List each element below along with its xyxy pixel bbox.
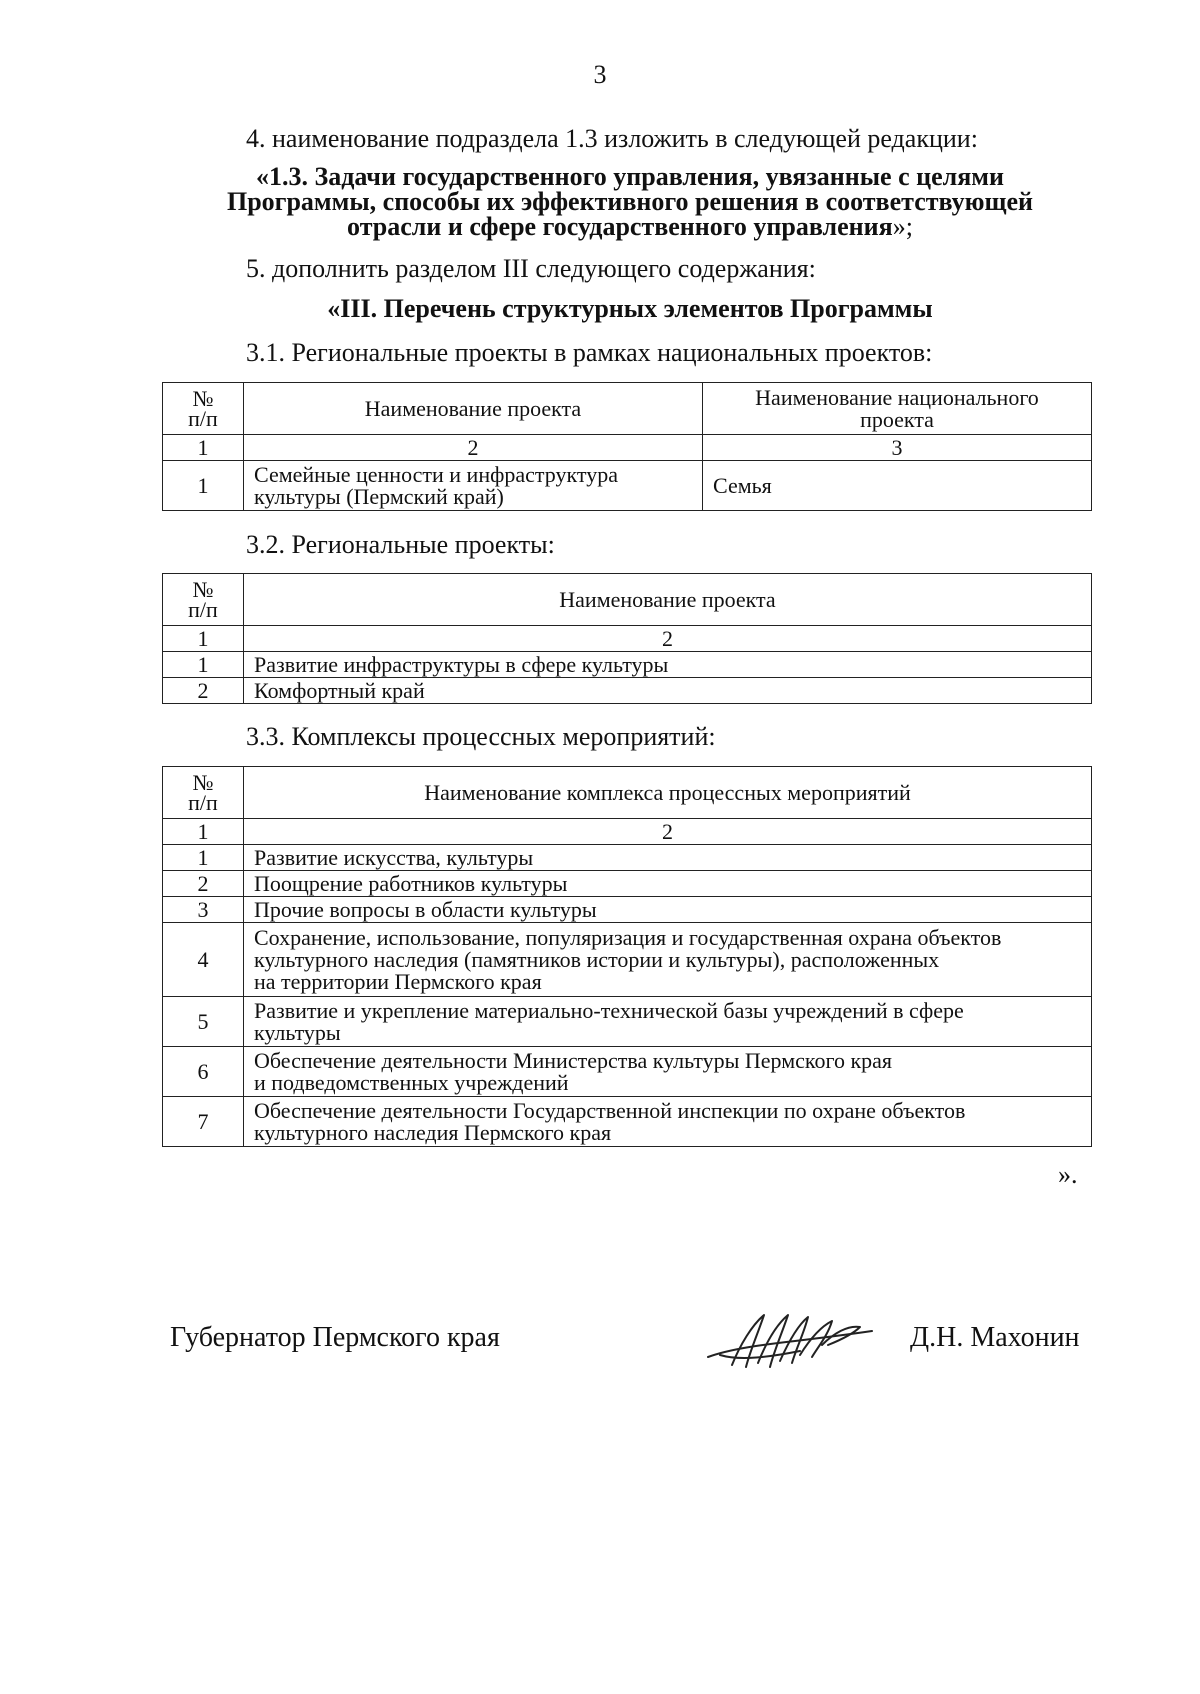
header-num xyxy=(163,383,244,435)
row-name-line: культурного наследия (памятников истории и культуры), расположенных xyxy=(254,946,940,972)
sub32-title: 3.2. Региональные проекты: xyxy=(246,530,555,559)
heading-line-2: Программы, способы их эффективного решения в соответствующей xyxy=(226,187,1034,216)
row-name-line: Развитие искусства, культуры xyxy=(254,844,534,870)
header-num xyxy=(163,574,244,626)
row-name-line: культурного наследия Пермского края xyxy=(254,1119,612,1145)
table-row xyxy=(163,1097,1092,1147)
header-national-line2: проекта xyxy=(860,406,934,432)
index-cell: 1 xyxy=(163,819,244,845)
row-name-line: культуры xyxy=(254,1019,341,1045)
header-num xyxy=(163,767,244,819)
row-name xyxy=(244,997,1092,1047)
heading-line-3 xyxy=(160,214,1100,239)
row-name-line: и подведомственных учреждений xyxy=(254,1069,569,1095)
header-name: Наименование комплекса процессных мероприятий xyxy=(244,767,1092,819)
row-num: 2 xyxy=(163,871,244,897)
row-name-line: Поощрение работников культуры xyxy=(254,870,568,896)
row-num: 6 xyxy=(163,1047,244,1097)
heading-line-3-tail: »; xyxy=(892,212,913,241)
index-cell: 3 xyxy=(703,435,1092,461)
table-regional-national-projects xyxy=(162,382,1092,511)
header-num-line2: п/п xyxy=(188,596,218,622)
table-row xyxy=(163,1047,1092,1097)
table-regional-projects xyxy=(162,573,1092,704)
index-cell: 1 xyxy=(163,435,244,461)
table-row xyxy=(163,678,1092,704)
header-num-line1: № xyxy=(192,769,214,795)
closing-quote: ». xyxy=(1058,1160,1078,1189)
table-row xyxy=(163,897,1092,923)
table-row xyxy=(163,652,1092,678)
row-name xyxy=(244,871,1092,897)
row-name-line: Обеспечение деятельности Государственной инспекции по охране объектов xyxy=(254,1097,966,1123)
header-national xyxy=(703,383,1092,435)
item5-text: 5. дополнить разделом III следующего содержания: xyxy=(246,254,816,283)
row-num: 1 xyxy=(163,845,244,871)
table-header-row xyxy=(163,383,1092,435)
heading-line-1: «1.3. Задачи государственного управления, увязанные с целями xyxy=(255,162,1005,191)
row-name-line: на территории Пермского края xyxy=(254,968,542,994)
row-name-line: Обеспечение деятельности Министерства культуры Пермского края xyxy=(254,1047,893,1073)
row-name xyxy=(244,923,1092,997)
row-name xyxy=(244,1047,1092,1097)
subsection-heading xyxy=(160,164,1100,239)
row-num: 1 xyxy=(163,652,244,678)
table-row xyxy=(163,923,1092,997)
row-num: 5 xyxy=(163,997,244,1047)
header-national-line1: Наименование национального xyxy=(755,384,1039,410)
row-name xyxy=(244,845,1092,871)
header-num-line1: № xyxy=(192,385,214,411)
section-title: «III. Перечень структурных элементов Программы xyxy=(327,294,933,323)
table-header-row xyxy=(163,767,1092,819)
page-number: 3 xyxy=(593,60,607,89)
index-cell: 2 xyxy=(244,626,1092,652)
row-name-line: Развитие и укрепление материально-технической базы учреждений в сфере xyxy=(254,997,964,1023)
sub33-title: 3.3. Комплексы процессных мероприятий: xyxy=(246,722,716,751)
header-name: Наименование проекта xyxy=(244,574,1092,626)
row-num: 2 xyxy=(163,678,244,704)
index-cell: 2 xyxy=(244,435,703,461)
index-row xyxy=(163,819,1092,845)
header-name: Наименование проекта xyxy=(244,383,703,435)
sub31-title: 3.1. Региональные проекты в рамках национальных проектов: xyxy=(246,338,933,367)
header-num-line1: № xyxy=(192,576,214,602)
row-name: Комфортный край xyxy=(244,678,1092,704)
table-process-complexes xyxy=(162,766,1092,1147)
table-row xyxy=(163,871,1092,897)
row-name xyxy=(244,897,1092,923)
row-name-line: Прочие вопросы в области культуры xyxy=(254,896,597,922)
index-cell: 2 xyxy=(244,819,1092,845)
row-name xyxy=(244,1097,1092,1147)
row-num: 7 xyxy=(163,1097,244,1147)
row-name-line: Сохранение, использование, популяризация и государственная охрана объектов xyxy=(254,924,1002,950)
header-num-line2: п/п xyxy=(188,789,218,815)
table-row xyxy=(163,461,1092,511)
governor-name: Д.Н. Махонин xyxy=(910,1322,1080,1353)
row-name-line1: Семейные ценности и инфраструктура xyxy=(254,461,618,487)
header-num-line2: п/п xyxy=(188,405,218,431)
row-name-line2: культуры (Пермский край) xyxy=(254,483,504,509)
item4-text: 4. наименование подраздела 1.3 изложить в следующей редакции: xyxy=(246,124,978,153)
governor-title: Губернатор Пермского края xyxy=(170,1322,500,1353)
table-header-row xyxy=(163,574,1092,626)
index-row xyxy=(163,626,1092,652)
table-row xyxy=(163,845,1092,871)
table-row xyxy=(163,997,1092,1047)
index-row xyxy=(163,435,1092,461)
row-national: Семья xyxy=(703,461,1092,511)
index-cell: 1 xyxy=(163,626,244,652)
row-num: 3 xyxy=(163,897,244,923)
row-num: 4 xyxy=(163,923,244,997)
row-name xyxy=(244,461,703,511)
row-num: 1 xyxy=(163,461,244,511)
heading-line-3-bold: отрасли и сфере государственного управления xyxy=(347,212,893,241)
row-name: Развитие инфраструктуры в сфере культуры xyxy=(244,652,1092,678)
handwritten-signature xyxy=(700,1305,890,1375)
